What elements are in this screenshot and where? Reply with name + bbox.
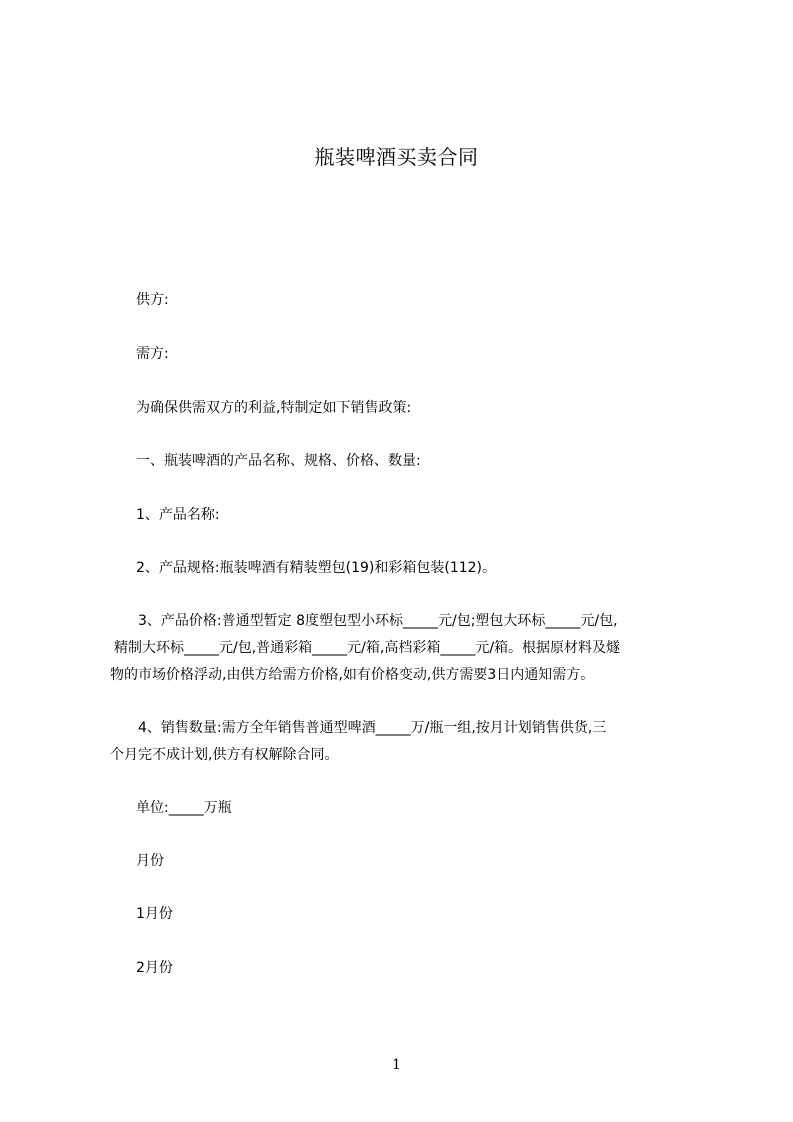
intro-paragraph: 为确保供需双方的利益,特制定如下销售政策: (136, 400, 412, 416)
item3-line-2: 精制大环标_____元/包,普通彩箱_____元/箱,高档彩箱_____元/箱。根据原材料及燧 (114, 640, 621, 656)
item4-line-1: 4、销售数量:需方全年销售普通型啤酒_____万/瓶一组,按月计划销售供货,三 (138, 720, 607, 736)
supplier-label: 供方: (136, 292, 169, 308)
item4-sales-quantity (110, 715, 708, 769)
document-title: 瓶装啤酒买卖合同 (314, 145, 479, 169)
buyer-label: 需方: (136, 346, 169, 362)
item3-line-3: 物的市场价格浮动,由供方给需方价格,如有价格变动,供方需要3日内通知需方。 (110, 667, 595, 683)
month-2: 2月份 (136, 960, 173, 976)
item3-product-price (110, 608, 708, 689)
item2-product-spec: 2、产品规格:瓶装啤酒有精装塑包(19)和彩箱包装(112)。 (136, 560, 497, 576)
item3-line-1: 3、产品价格:普通型暂定 8度塑包型小环标_____元/包;塑包大环标_____元/包, (138, 613, 618, 629)
month-header: 月份 (136, 853, 164, 869)
unit-line: 单位:_____万瓶 (136, 800, 232, 816)
item4-line-2: 个月完不成计划,供方有权解除合同。 (110, 747, 339, 763)
section1-heading: 一、瓶装啤酒的产品名称、规格、价格、数量: (136, 453, 421, 469)
item1-product-name: 1、产品名称: (136, 507, 220, 523)
page-number: 1 (392, 1057, 401, 1073)
month-1: 1月份 (136, 906, 173, 922)
